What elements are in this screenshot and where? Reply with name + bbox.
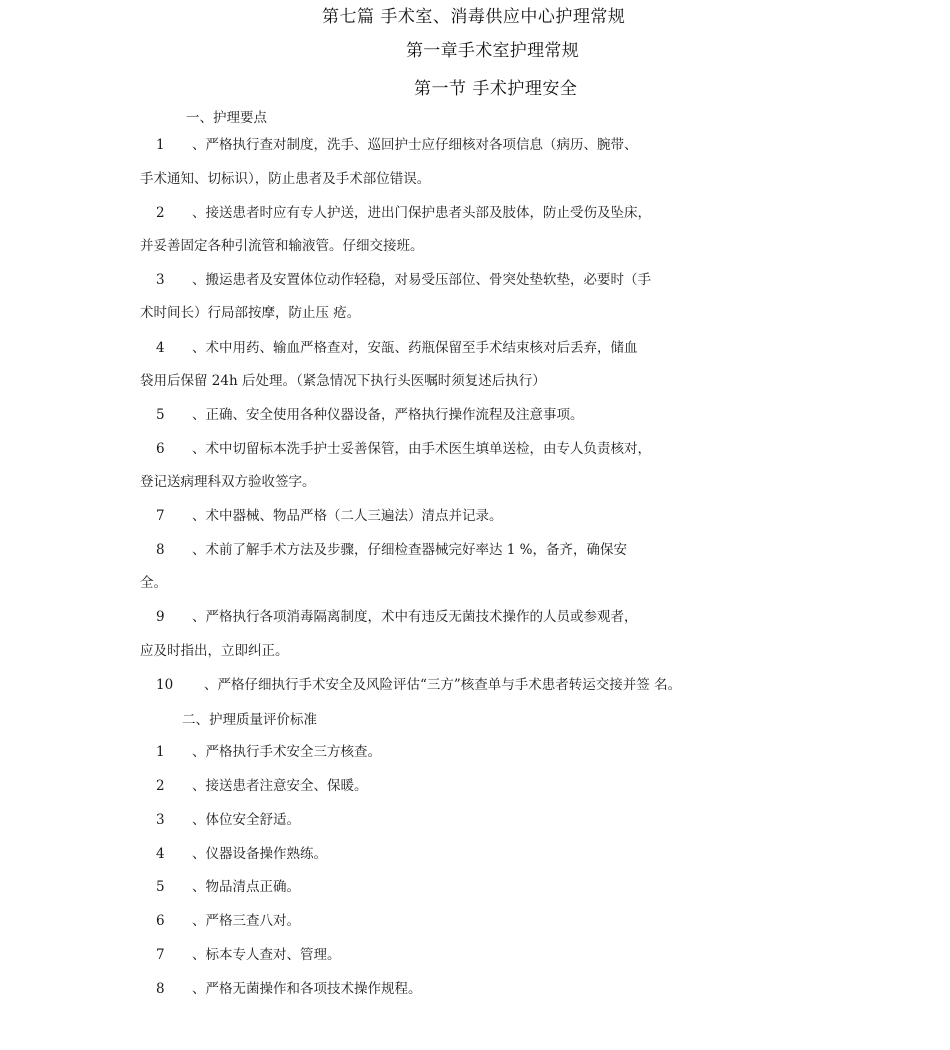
item-number: 6 — [156, 441, 165, 457]
item-continuation: 术时间长）行局部按摩，防止压 疮。 — [140, 305, 361, 321]
item-text: 、术中切留标本洗手护士妥善保管，由手术医生填单送检，由专人负责核对， — [192, 441, 651, 457]
item-continuation: 应及时指出，立即纠正。 — [140, 643, 289, 659]
item-number: 1 — [156, 744, 165, 760]
item-number: 1 — [156, 137, 165, 153]
item-text: 、严格执行手术安全三方核查。 — [192, 744, 381, 760]
item-text: 、术中器械、物品严格（二人三遍法）清点并记录。 — [192, 508, 503, 524]
item-text: 、物品清点正确。 — [192, 879, 300, 895]
item-number: 2 — [156, 778, 165, 794]
item-number: 3 — [156, 812, 165, 828]
item-text: 、体位安全舒适。 — [192, 812, 300, 828]
item-text: 、严格执行各项消毒隔离制度，术中有违反无菌技术操作的人员或参观者， — [192, 609, 638, 625]
item-text: 、严格无菌操作和各项技术操作规程。 — [192, 981, 422, 997]
item-continuation: 全。 — [140, 575, 167, 591]
item-text: 、标本专人查对、管理。 — [192, 947, 341, 963]
chapter-title: 第一章手术室护理常规 — [406, 41, 579, 61]
part-title: 第七篇 手术室、消毒供应中心护理常规 — [322, 7, 626, 27]
item-text: 、接送患者注意安全、保暖。 — [192, 778, 368, 794]
item-number: 5 — [156, 407, 165, 423]
item-text: 、仪器设备操作熟练。 — [192, 846, 327, 862]
item-number: 3 — [156, 272, 165, 288]
item-number: 7 — [156, 508, 165, 524]
item-continuation: 登记送病理科双方验收签字。 — [140, 474, 316, 490]
item-number: 10 — [156, 677, 174, 693]
item-number: 8 — [156, 981, 165, 997]
item-number: 2 — [156, 205, 165, 221]
section-title: 第一节 手术护理安全 — [414, 79, 578, 99]
item-number: 4 — [156, 340, 165, 356]
item-text: 、术中用药、输血严格查对，安瓿、药瓶保留至手术结束核对后丢弃，储血 — [192, 340, 638, 356]
item-continuation: 手术通知、切标识），防止患者及手术部位错误。 — [140, 171, 431, 187]
item-continuation: 袋用后保留 24h 后处理。（紧急情况下执行头医嘱时须复述后执行） — [140, 373, 546, 389]
item-number: 9 — [156, 609, 165, 625]
item-text: 、正确、安全使用各种仪器设备，严格执行操作流程及注意事项。 — [192, 407, 584, 423]
item-number: 6 — [156, 913, 165, 929]
item-text: 、术前了解手术方法及步骤，仔细检查器械完好率达 1 %，备齐，确保安 — [192, 542, 627, 558]
item-text: 、搬运患者及安置体位动作轻稳，对易受压部位、骨突处垫软垫，必要时（手 — [192, 272, 651, 288]
item-number: 4 — [156, 846, 165, 862]
item-number: 5 — [156, 879, 165, 895]
section2-heading: 二、护理质量评价标准 — [182, 712, 317, 728]
item-text: 、严格三查八对。 — [192, 913, 300, 929]
item-number: 8 — [156, 542, 165, 558]
item-text: 、严格执行查对制度，洗手、巡回护士应仔细核对各项信息（病历、腕带、 — [192, 137, 638, 153]
item-text: 、接送患者时应有专人护送，进出门保护患者头部及肢体，防止受伤及坠床， — [192, 205, 651, 221]
item-continuation: 并妥善固定各种引流管和输液管。仔细交接班。 — [140, 238, 424, 254]
item-number: 7 — [156, 947, 165, 963]
item-text: 、严格仔细执行手术安全及风险评估“三方”核查单与手术患者转运交接并签 名。 — [204, 677, 682, 693]
section1-heading: 一、护理要点 — [186, 110, 267, 126]
